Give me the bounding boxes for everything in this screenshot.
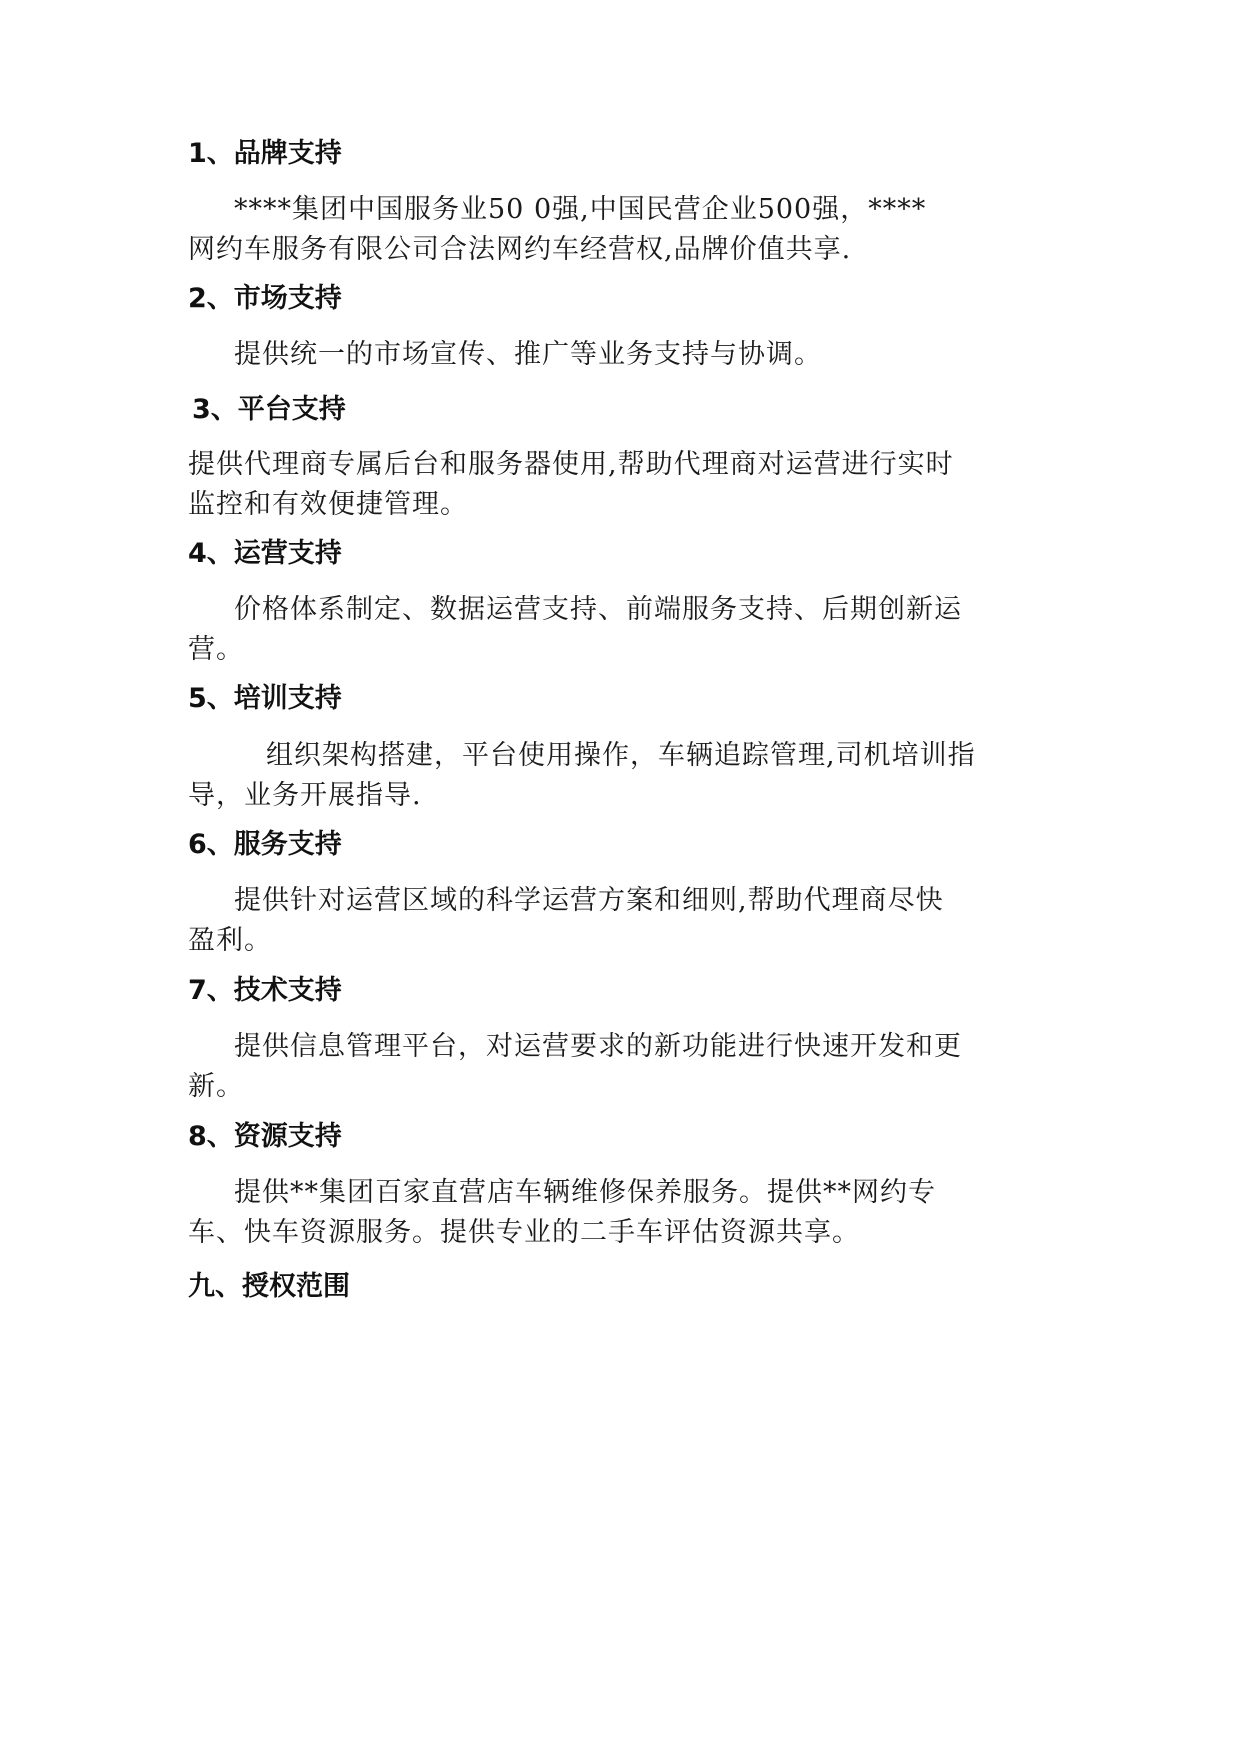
paragraph-line: ****集团中国服务业50 0强,中国民营企业500强，**** [234, 194, 927, 225]
section-body-operation [188, 590, 1068, 670]
paragraph-line: 提供**集团百家直营店车辆维修保养服务。提供**网约专 [234, 1177, 936, 1208]
paragraph-line: 监控和有效便捷管理。 [188, 489, 468, 520]
section-body-training [188, 736, 1068, 816]
section-heading-brand: 1、品牌支持 [188, 138, 342, 169]
section-heading-technology: 7、技术支持 [188, 975, 342, 1006]
section-body-brand [188, 190, 1068, 270]
section-heading-operation: 4、运营支持 [188, 538, 342, 569]
section-body-resources [188, 1173, 1068, 1253]
section-heading-resources: 8、资源支持 [188, 1121, 342, 1152]
section-heading-service: 6、服务支持 [188, 829, 342, 860]
section-body-market [188, 335, 1068, 375]
paragraph-line: 提供针对运营区域的科学运营方案和细则,帮助代理商尽快 [234, 885, 944, 916]
paragraph-line: 盈利。 [188, 925, 272, 956]
section-heading-authorization-scope: 九、授权范围 [188, 1271, 350, 1302]
section-body-service [188, 881, 1068, 961]
section-body-platform [188, 445, 1068, 525]
paragraph-line: 提供代理商专属后台和服务器使用,帮助代理商对运营进行实时 [188, 449, 954, 480]
paragraph-line: 营。 [188, 634, 244, 665]
section-heading-market: 2、市场支持 [188, 283, 342, 314]
paragraph-line: 导，业务开展指导. [188, 780, 422, 811]
paragraph-line: 网约车服务有限公司合法网约车经营权,品牌价值共享. [188, 234, 852, 265]
paragraph-line: 车、快车资源服务。提供专业的二手车评估资源共享。 [188, 1217, 860, 1248]
paragraph-line: 新。 [188, 1071, 244, 1102]
paragraph-line: 价格体系制定、数据运营支持、前端服务支持、后期创新运 [234, 594, 962, 625]
paragraph-line: 组织架构搭建，平台使用操作，车辆追踪管理,司机培训指 [266, 740, 976, 771]
section-heading-training: 5、培训支持 [188, 683, 342, 714]
paragraph-line: 提供信息管理平台，对运营要求的新功能进行快速开发和更 [234, 1031, 962, 1062]
paragraph-line: 提供统一的市场宣传、推广等业务支持与协调。 [234, 339, 822, 370]
section-body-technology [188, 1027, 1068, 1107]
section-heading-platform: 3、平台支持 [192, 394, 346, 425]
